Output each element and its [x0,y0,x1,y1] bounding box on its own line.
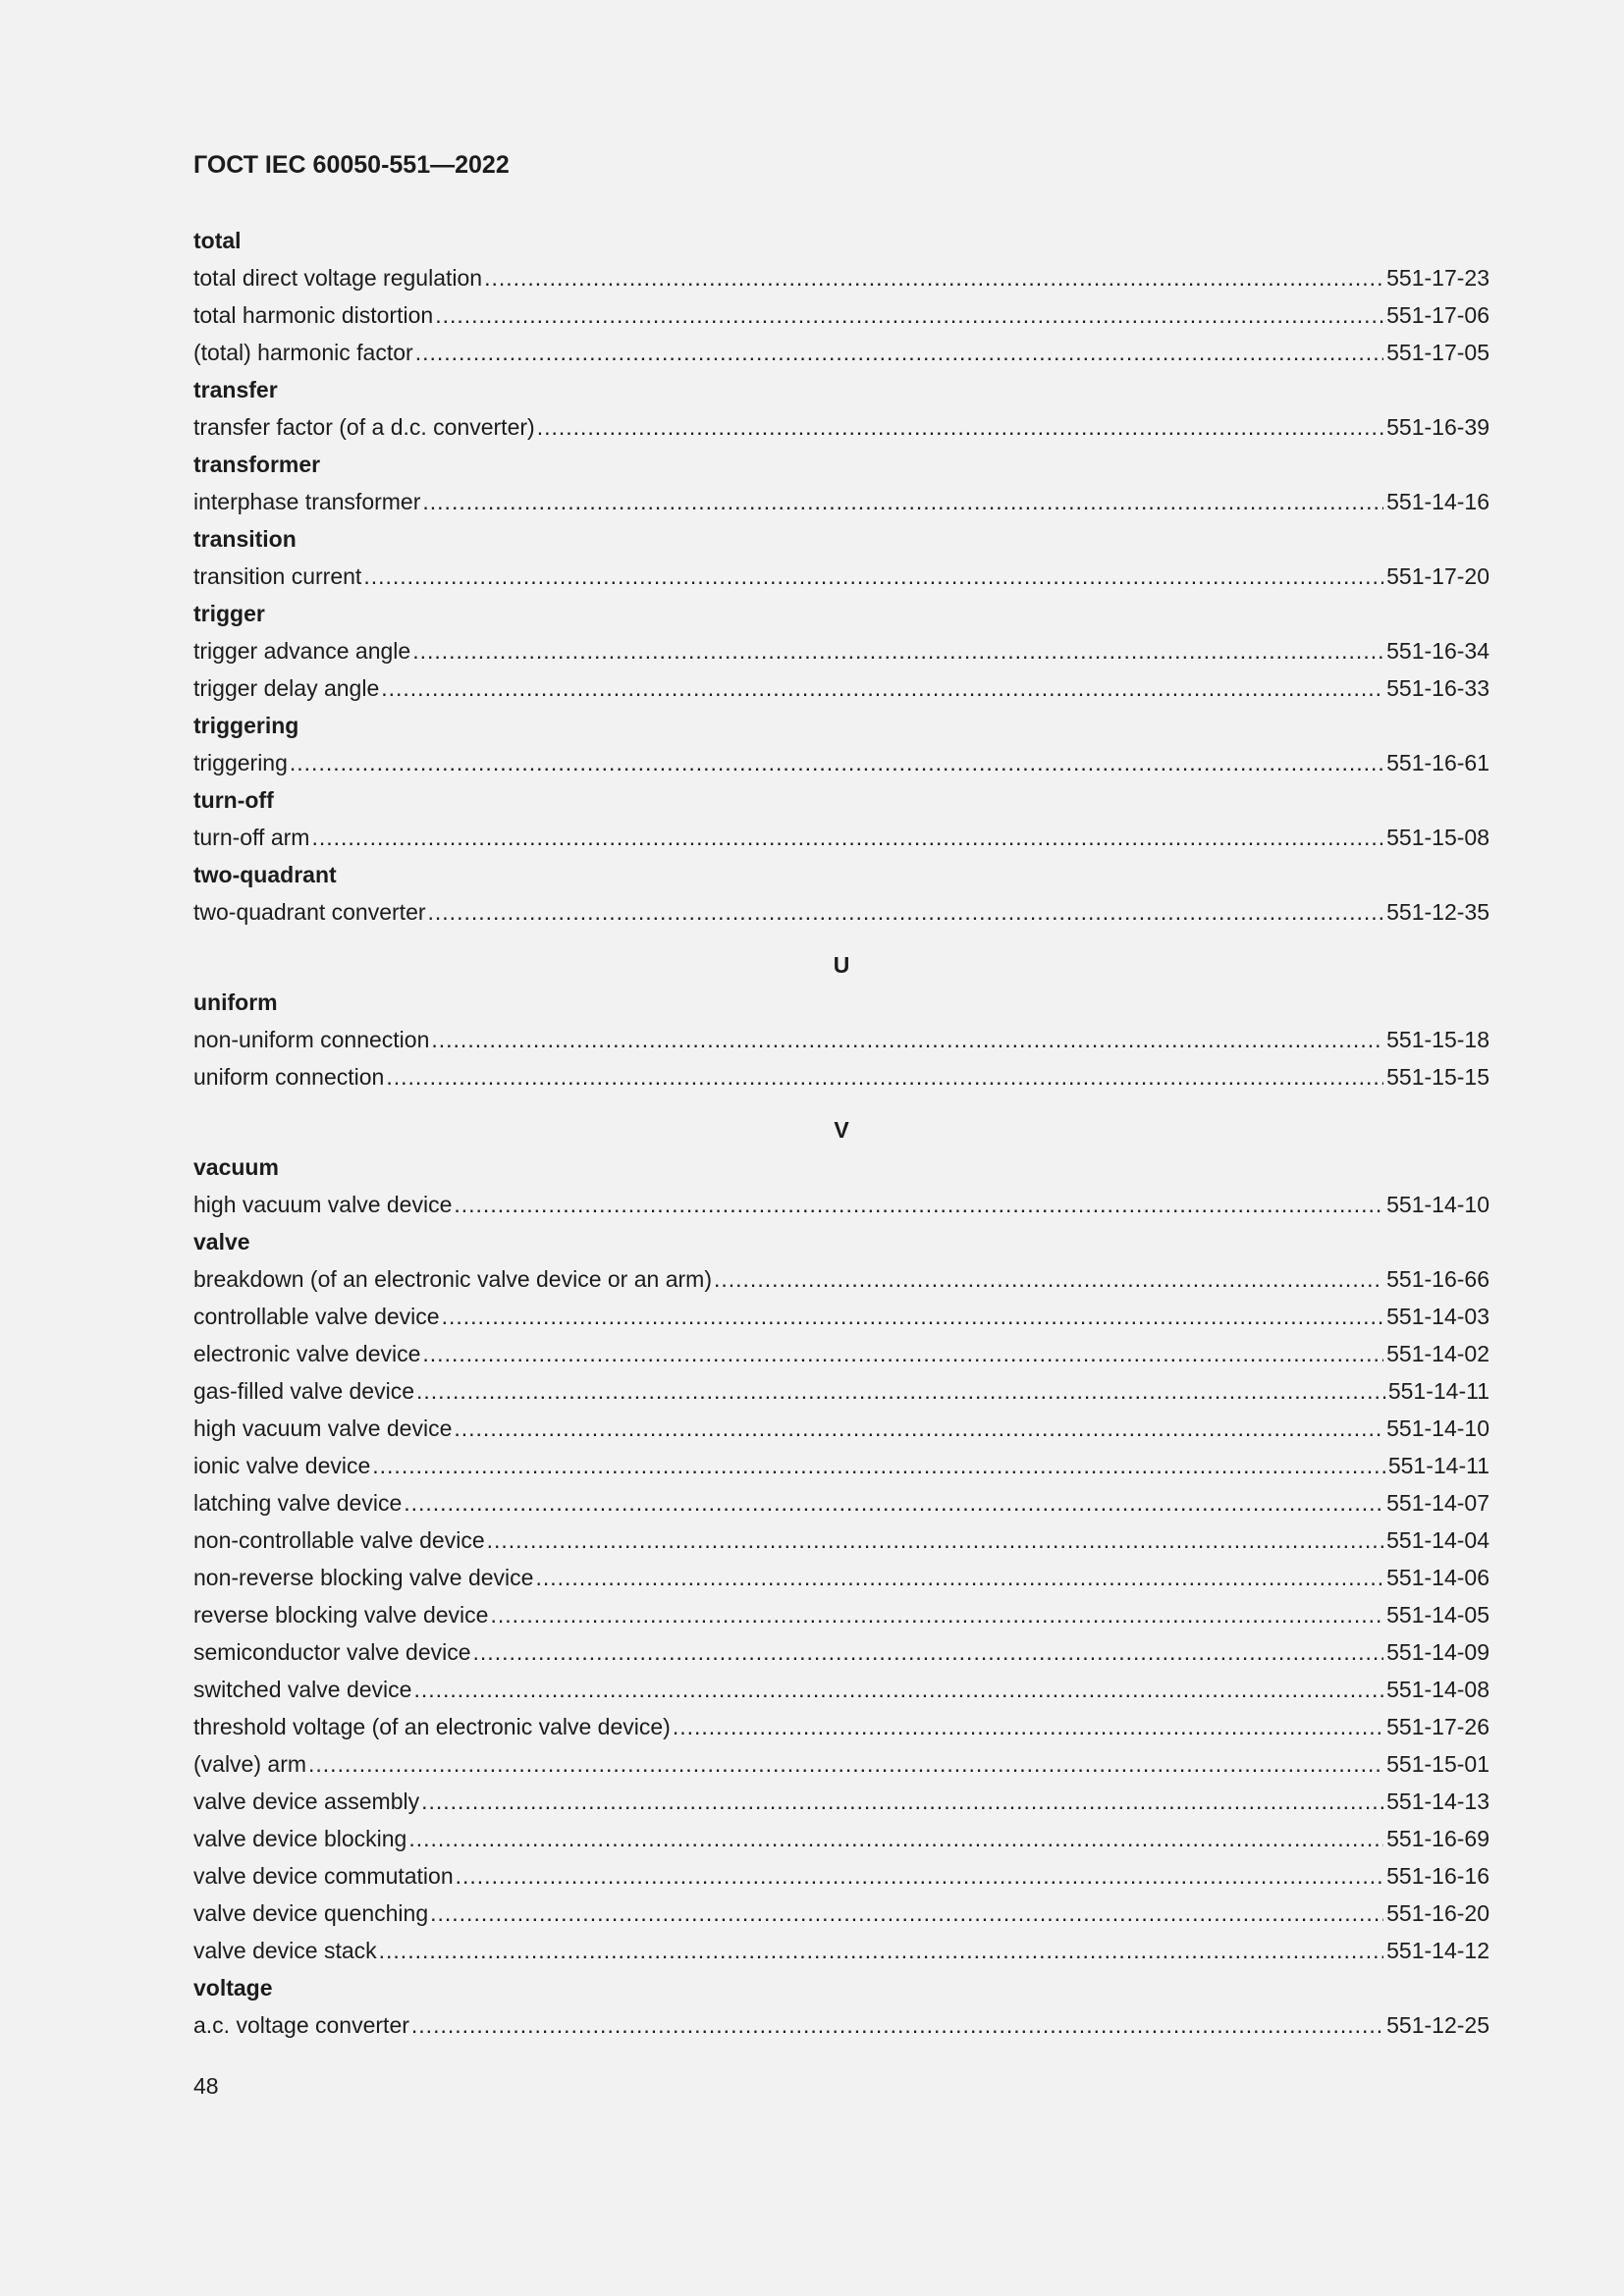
index-entry-term: ionic valve device [193,1453,371,1478]
index-entry-reference: 551-16-34 [1386,638,1489,664]
index-entry-reference: 551-16-66 [1386,1266,1489,1292]
index-group-heading: transformer [193,452,321,477]
index-entry-term: total direct voltage regulation [193,265,483,291]
index-group-heading: valve [193,1229,250,1255]
index-entry-reference: 551-14-11 [1387,1453,1489,1478]
index-entry [193,1260,1489,1298]
index-letter-heading: V [834,1117,849,1143]
index-entry-reference: 551-14-06 [1386,1565,1489,1590]
index-letter-heading: U [833,952,850,978]
index-entry-reference: 551-14-08 [1386,1677,1489,1702]
index-entry-reference: 551-14-11 [1387,1378,1489,1404]
index-entry [193,259,1489,296]
index-entry-reference: 551-15-08 [1386,825,1489,850]
index-entry [193,632,1489,669]
index-entry-term: switched valve device [193,1677,412,1702]
index-entry-reference: 551-14-09 [1386,1639,1489,1665]
index-entry [193,1298,1489,1335]
index-group-heading: total [193,228,242,253]
index-entry-reference: 551-15-01 [1386,1751,1489,1777]
dot-leader [421,1783,1383,1820]
index-entry [193,1745,1489,1783]
index-entry-term: breakdown (of an electronic valve device or an arm) [193,1266,712,1292]
dot-leader [442,1298,1384,1335]
index-entry-reference: 551-16-20 [1386,1900,1489,1926]
dot-leader [404,1484,1383,1522]
index-entry [193,296,1489,334]
index-entry-term: controllable valve device [193,1304,440,1329]
index-group-heading: turn-off [193,787,274,813]
dot-leader [430,1895,1383,1932]
dot-leader [535,1559,1383,1596]
index-entry [193,483,1489,520]
index-entry-reference: 551-16-69 [1386,1826,1489,1851]
index-entry-term: trigger delay angle [193,675,380,701]
dot-leader [484,259,1383,296]
index-entry-reference: 551-17-05 [1386,340,1489,365]
dot-leader [311,819,1383,856]
index-entry-reference: 551-15-18 [1386,1027,1489,1052]
index-entry [193,1372,1489,1410]
dot-leader [412,632,1383,669]
index-entry-reference: 551-14-12 [1386,1938,1489,1963]
index-entry-reference: 551-17-20 [1386,563,1489,589]
index-group-heading: triggering [193,713,299,738]
index-entry [193,1021,1489,1058]
index-entry [193,1633,1489,1671]
index-entry-reference: 551-12-25 [1386,2012,1489,2038]
term-index [193,222,1489,2044]
index-group-heading: voltage [193,1975,273,2001]
index-entry-reference: 551-16-61 [1386,750,1489,775]
index-entry-term: a.c. voltage converter [193,2012,409,2038]
index-entry-term: non-uniform connection [193,1027,430,1052]
index-entry-reference: 551-14-16 [1386,489,1489,514]
index-entry-term: (total) harmonic factor [193,340,413,365]
dot-leader [435,296,1383,334]
index-entry-term: (valve) arm [193,1751,307,1777]
dot-leader [431,1021,1383,1058]
dot-leader [308,1745,1383,1783]
index-entry [193,1447,1489,1484]
index-entry [193,893,1489,931]
index-entry-term: two-quadrant converter [193,899,426,925]
index-group-heading: transition [193,526,297,552]
dot-leader [673,1708,1383,1745]
index-entry-reference: 551-17-06 [1386,302,1489,328]
page-number: 48 [193,2073,219,2099]
index-entry-reference: 551-14-03 [1386,1304,1489,1329]
dot-leader [487,1522,1384,1559]
index-entry-term: reverse blocking valve device [193,1602,489,1628]
index-entry [193,408,1489,446]
index-entry [193,1932,1489,1969]
index-entry-term: high vacuum valve device [193,1415,453,1441]
index-entry-reference: 551-12-35 [1386,899,1489,925]
index-entry-term: high vacuum valve device [193,1192,453,1217]
dot-leader [372,1447,1385,1484]
dot-leader [454,1186,1383,1223]
dot-leader [537,408,1383,446]
index-group-heading: trigger [193,601,265,626]
index-entry-term: valve device blocking [193,1826,407,1851]
index-group-heading: uniform [193,989,278,1015]
dot-leader [411,2006,1383,2044]
index-entry [193,2006,1489,2044]
dot-leader [381,669,1383,707]
dot-leader [456,1857,1384,1895]
index-entry [193,1596,1489,1633]
dot-leader [428,893,1384,931]
index-entry-term: uniform connection [193,1064,385,1090]
dot-leader [416,1372,1385,1410]
index-entry-term: threshold voltage (of an electronic valve device) [193,1714,671,1739]
index-entry-term: total harmonic distortion [193,302,434,328]
index-entry-reference: 551-17-26 [1386,1714,1489,1739]
index-entry [193,669,1489,707]
dot-leader [379,1932,1384,1969]
dot-leader [413,1671,1383,1708]
index-entry-term: non-controllable valve device [193,1527,485,1553]
index-entry-term: triggering [193,750,288,775]
dot-leader [290,744,1383,781]
index-entry-term: turn-off arm [193,825,310,850]
index-entry [193,1820,1489,1857]
index-entry-reference: 551-16-16 [1386,1863,1489,1889]
index-group-heading: transfer [193,377,278,402]
index-entry-term: transfer factor (of a d.c. converter) [193,414,535,440]
index-entry [193,1559,1489,1596]
index-entry-reference: 551-16-33 [1386,675,1489,701]
index-entry-reference: 551-14-02 [1386,1341,1489,1366]
index-entry [193,1335,1489,1372]
index-entry [193,819,1489,856]
document-header: ГОСТ IEC 60050-551—2022 [193,151,510,179]
index-entry [193,1857,1489,1895]
index-group-heading: vacuum [193,1154,279,1180]
index-entry-reference: 551-15-15 [1386,1064,1489,1090]
dot-leader [415,334,1383,371]
dot-leader [490,1596,1383,1633]
index-entry [193,1671,1489,1708]
index-entry [193,334,1489,371]
index-entry-term: electronic valve device [193,1341,421,1366]
index-entry-reference: 551-16-39 [1386,414,1489,440]
index-entry [193,1522,1489,1559]
index-entry-term: semiconductor valve device [193,1639,471,1665]
index-entry-reference: 551-14-07 [1386,1490,1489,1516]
index-entry-term: gas-filled valve device [193,1378,415,1404]
index-entry [193,1484,1489,1522]
dot-leader [422,1335,1383,1372]
index-entry-term: interphase transformer [193,489,421,514]
index-entry [193,1895,1489,1932]
dot-leader [386,1058,1383,1095]
document-page [193,147,1489,2044]
index-entry [193,1410,1489,1447]
index-entry-term: transition current [193,563,362,589]
index-entry-term: latching valve device [193,1490,403,1516]
index-entry-reference: 551-14-13 [1386,1789,1489,1814]
index-entry [193,1186,1489,1223]
dot-leader [363,558,1383,595]
index-group-heading: two-quadrant [193,862,337,887]
dot-leader [454,1410,1383,1447]
dot-leader [408,1820,1383,1857]
index-entry-term: valve device stack [193,1938,377,1963]
index-entry-reference: 551-14-10 [1386,1415,1489,1441]
index-entry [193,744,1489,781]
index-entry-reference: 551-14-04 [1386,1527,1489,1553]
index-entry [193,1058,1489,1095]
index-entry [193,558,1489,595]
index-entry-term: non-reverse blocking valve device [193,1565,534,1590]
dot-leader [714,1260,1383,1298]
index-entry-term: valve device commutation [193,1863,454,1889]
index-entry-term: valve device quenching [193,1900,429,1926]
index-entry-reference: 551-14-10 [1386,1192,1489,1217]
index-entry-reference: 551-17-23 [1386,265,1489,291]
index-entry [193,1708,1489,1745]
index-entry-term: trigger advance angle [193,638,411,664]
dot-leader [473,1633,1384,1671]
index-entry-term: valve device assembly [193,1789,420,1814]
dot-leader [422,483,1383,520]
index-entry [193,1783,1489,1820]
index-entry-reference: 551-14-05 [1386,1602,1489,1628]
